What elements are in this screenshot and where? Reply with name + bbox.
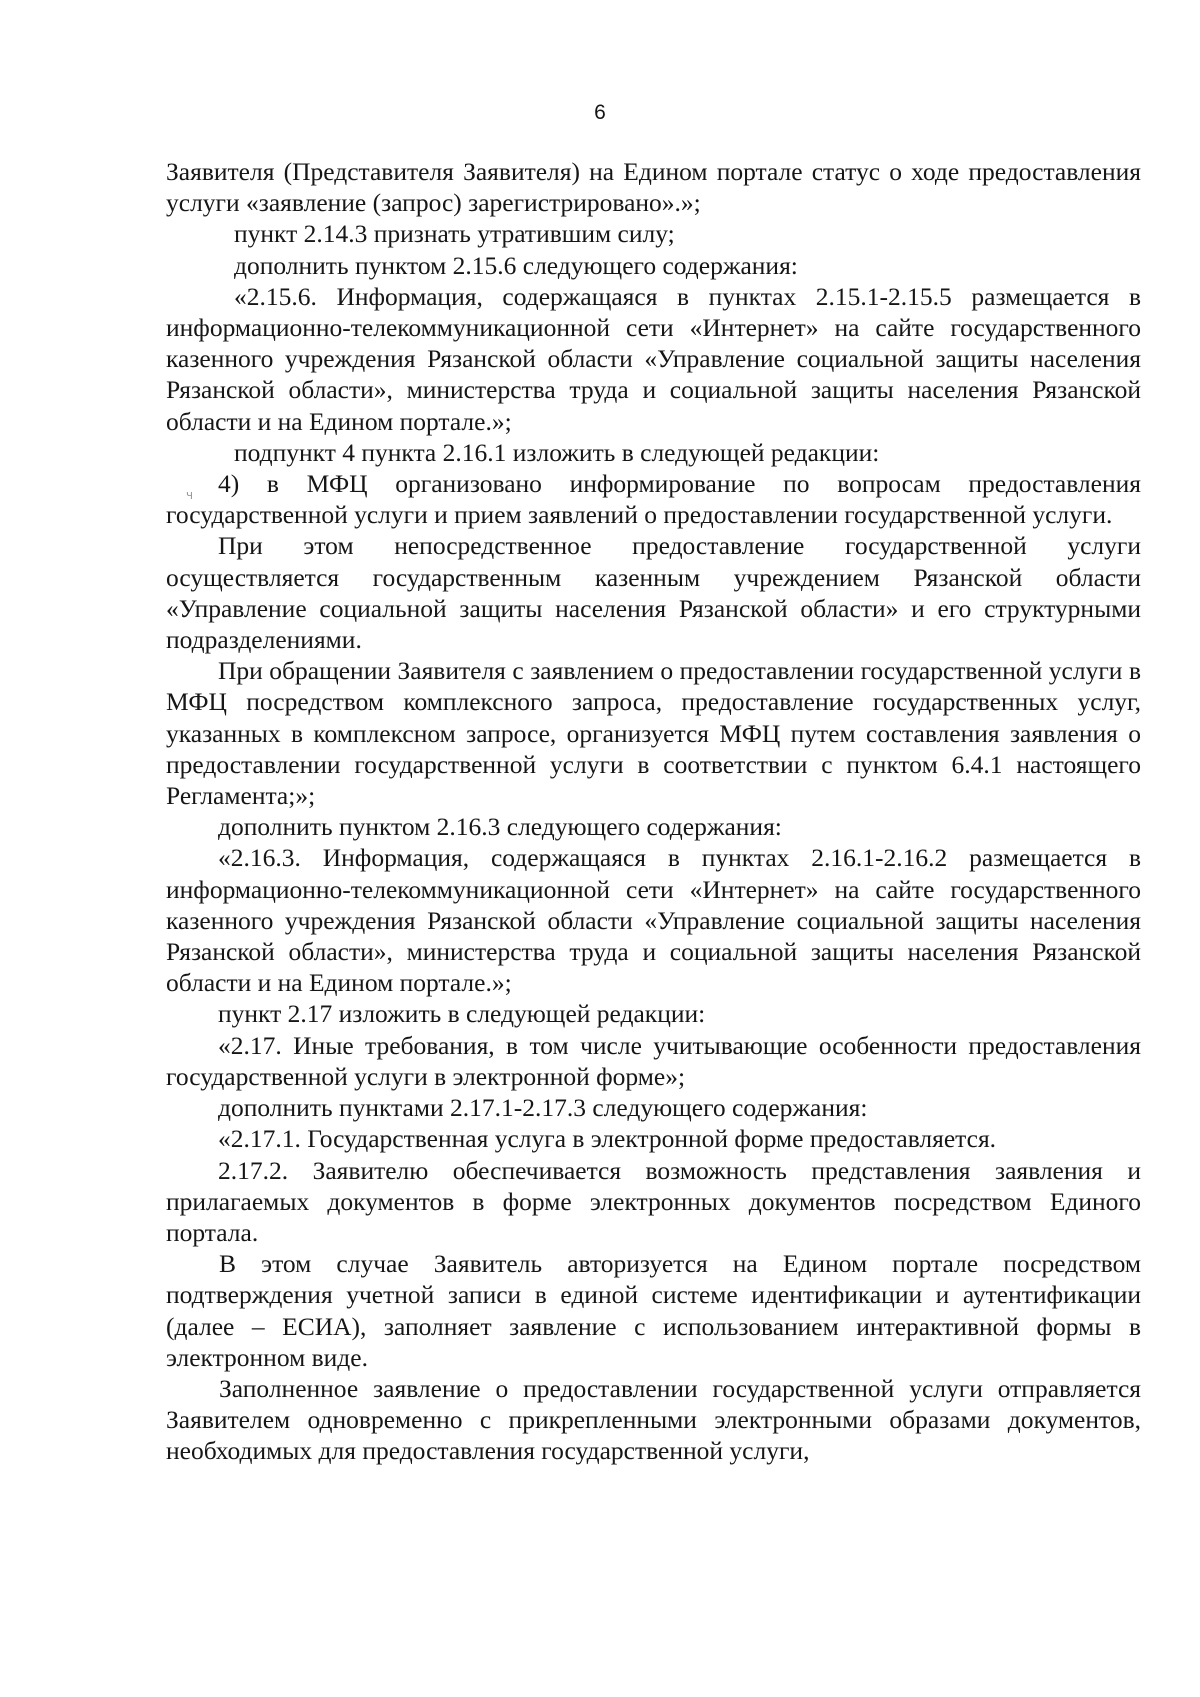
paragraph-2-14-3-invalid: пункт 2.14.3 признать утратившим силу; xyxy=(234,219,675,249)
paragraph-add-2-15-6: дополнить пунктом 2.15.6 следующего содержания: xyxy=(234,250,798,280)
paragraph-2-16-3-text: «2.16.3. Информация, содержащаяся в пунктах 2.16.1-2.16.2 размещается в информационно-телекоммуникационной сети «Интернет» на сайте государственного казенного учреждения Рязанской области «Управление социальной защиты населения Рязанской области», министерства труда и социальной защиты населения Рязанской области и на Едином портале.»; xyxy=(166,843,1141,998)
paragraph-2-17-edit: пункт 2.17 изложить в следующей редакции: xyxy=(218,999,706,1029)
paragraph-esia-authorization: В этом случае Заявитель авторизуется на Едином портале посредством подтверждения учетной записи в единой системе идентификации и аутентификации (далее – ЕСИА), заполняет заявление с использованием интерактивной формы в электронном виде. xyxy=(166,1249,1141,1372)
paragraph-add-2-17-1-3: дополнить пунктами 2.17.1-2.17.3 следующего содержания: xyxy=(218,1093,868,1123)
paragraph-2-17-2-text: 2.17.2. Заявителю обеспечивается возможность представления заявления и прилагаемых документов в форме электронных документов посредством Единого портала. xyxy=(166,1155,1141,1247)
paragraph-mfc-informing: 4) в МФЦ организовано информирование по вопросам предоставления государственной услуги и прием заявлений о предоставлении государственной услуги. xyxy=(166,469,1141,530)
paragraph-2-16-1-sub4: подпункт 4 пункта 2.16.1 изложить в следующей редакции: xyxy=(234,437,880,467)
paragraph-2-15-6-text: «2.15.6. Информация, содержащаяся в пунктах 2.15.1-2.15.5 размещается в информационно-телекоммуникационной сети «Интернет» на сайте государственного казенного учреждения Рязанской области «Управление социальной защиты населения Рязанской области», министерства труда и социальной защиты населения Рязанской области и на Едином портале.»; xyxy=(166,281,1141,436)
paragraph-2-17-text: «2.17. Иные требования, в том числе учитывающие особенности предоставления государственной услуги в электронной форме»; xyxy=(166,1030,1141,1091)
scan-artifact-mark: ч xyxy=(186,488,194,502)
paragraph-direct-provision: При этом непосредственное предоставление государственной услуги осуществляется государственным казенным учреждением Рязанской области «Управление социальной защиты населения Рязанской области» и его структурными подразделениями. xyxy=(166,531,1141,655)
paragraph-status-registration: Заявителя (Представителя Заявителя) на Едином портале статус о ходе предоставления услуги «заявление (запрос) зарегистрировано».»; xyxy=(166,157,1141,218)
paragraph-filled-application: Заполненное заявление о предоставлении государственной услуги отправляется Заявителем одновременно с прикрепленными электронными образами документов, необходимых для предоставления государственной услуги, xyxy=(166,1373,1141,1466)
document-body xyxy=(166,156,1141,1467)
paragraph-complex-request: При обращении Заявителя с заявлением о предоставлении государственной услуги в МФЦ посредством комплексного запроса, предоставление государственных услуг, указанных в комплексном запросе, организуется МФЦ путем составления заявления о предоставлении государственной услуги в соответствии с пунктом 6.4.1 настоящего Регламента;»; xyxy=(166,656,1141,811)
page-number: 6 xyxy=(594,101,606,124)
paragraph-add-2-16-3: дополнить пунктом 2.16.3 следующего содержания: xyxy=(218,812,782,842)
paragraph-2-17-1-text: «2.17.1. Государственная услуга в электронной форме предоставляется. xyxy=(218,1124,997,1154)
